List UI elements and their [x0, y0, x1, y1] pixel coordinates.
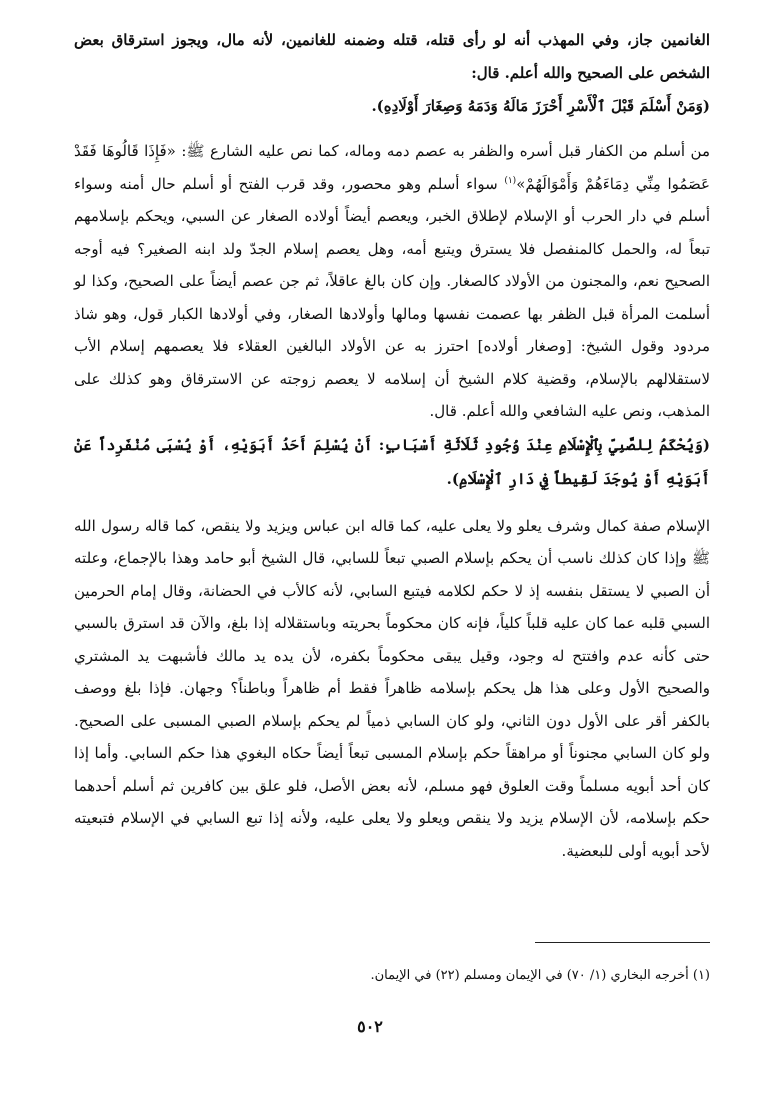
commentary-text-after-ref: سواء أسلم وهو محصور، وقد قرب الفتح أو أسلم حال أمنه وسواء أسلم في دار الحرب أو الإسلام لإطلاق الخبر، ويعصم أيضاً أولاده الصغار عن السبي، ويحكم بإسلامهم تبعاً له، والحمل كالمنفصل فلا يسترق ويتبع أمه، وهل يعصم إسلام الجدّ ولد ابنه الصغير؟ فيه أوجه الصحيح نعم، والمجنون من الأولاد كالصغار. وإن كان بالغ عاقلاً، ثم جن عصم أيضاً على الصحيح، وكذا لو أسلمت المرأة قبل الظفر بها عصمت نفسها ومالها وأولادها الصغار، وفي أولادها الكبار قول، وهو شاذ مردود وقول الشيخ: [وصغار أولاده] احترز به عن الأولاد البالغين العقلاء فلا يعصمهم إسلام الأب لاستقلالهم بالإسلام، وقضية كلام الشيخ أن إسلامه لا يعصم زوجته عن الاسترقاق وهو كذلك على المذهب، ونص عليه الشافعي والله أعلم. قال.: [74, 174, 711, 420]
footnote-divider: [535, 942, 710, 943]
footnote-reference: (١): [504, 175, 517, 186]
paragraph-opening: الغانمين جاز، وفي المهذب أنه لو رأى قتله، قتله وضمنه للغانمين، لأنه مال، ويجوز استرقاق بعض الشخص على الصحيح والله أعلم. قال:: [74, 31, 710, 82]
paragraph-commentary-child-islam: الإسلام صفة كمال وشرف يعلو ولا يعلى عليه، كما قاله ابن عباس ويزيد ولا ينقص، كما قاله رسول الله ﷺ وإذا كان كذلك ناسب أن يحكم بإسلام الصبي تبعاً للسابي، قال الشيخ أبو حامد وهذا بالإجماع، وعلته أن الصبي لا يستقل بنفسه إذ لا حكم لكلامه فيتبع السابي، لأنه كالأب في الحضانة، وقال إمام الحرمين السبي قلبه عما كان عليه قلباً كلياً، فإنه كان محكوماً بحريته وباستقلاله إذا بلغ، والآن قد استرق بالسبي حتى كأنه عدم وافتتح له وجود، وقيل يبقى محكوماً بكفره، لأن يده يد مالك فأشبهت يد المشتري والصحيح الأول وعلى هذا هل يحكم بإسلامه ظاهراً فقط أم ظاهراً وباطناً؟ وجهان. فإذا بلغ ووصف بالكفر أقر على الأول دون الثاني، ولو كان السابي ذمياً لم يحكم بإسلام الصبي المسبى على الصحيح. ولو كان السابي مجنوناً أو مراهقاً حكم بإسلام المسبى تبعاً أيضاً حكاه البغوي هذا حكم السابي. وأما إذا كان أحد أبويه مسلماً وقت العلوق فهو مسلم، لأنه بعض الأصل، فلو علق بين كافرين ثم أسلم أحدهما حكم بإسلامه، لأن الإسلام يزيد ولا ينقص ويعلو ولا يعلى عليه، ولأنه إذا تبع السابي في الإسلام فتبعيته لأحد أبويه أولى للبعضية.: [74, 516, 710, 860]
page-number: ٥٠٢: [357, 1017, 383, 1036]
footnote: (١) أخرجه البخاري (١/ ٧٠) في الإيمان ومسلم (٢٢) في الإيمان.: [370, 968, 710, 983]
paragraph-commentary-conversion: [74, 135, 710, 428]
page-body: [74, 24, 710, 867]
matn-quote-child-islam: (وَيُحْكَمُ لِلصَّبِيِّ بِٱلْإِسْلَامِ عِنْدَ وُجُودِ ثَلَاثَةِ أَسْبَابٍ: أَنْ يُسْلِمَ أَحَدُ أَبَوَيْهِ، أَوْ يُسْبَى مُنْفَرِداً عَنْ أَبَوَيْهِ أَوْ يُوجَدَ لَقِيطاً فِي دَارِ ٱلْإِسْلَامِ).: [74, 435, 710, 488]
matn-quote-conversion: (وَمَنْ أَسْلَمَ قَبْلَ ٱلْأَسْرِ أَحْرَزَ مَالَهُ وَدَمَهُ وَصِغَارَ أَوْلَادِهِ).: [371, 97, 710, 115]
commentary-text-before-ref: من أسلم من الكفار قبل أسره والظفر به عصم دمه وماله، كما نص عليه الشارع ﷺ: «فَإِذَا قَالُوهَا فَقَدْ عَصَمُوا مِنِّي دِمَاءَهُمْ وَأَمْوَالَهُمْ»: [74, 142, 710, 193]
